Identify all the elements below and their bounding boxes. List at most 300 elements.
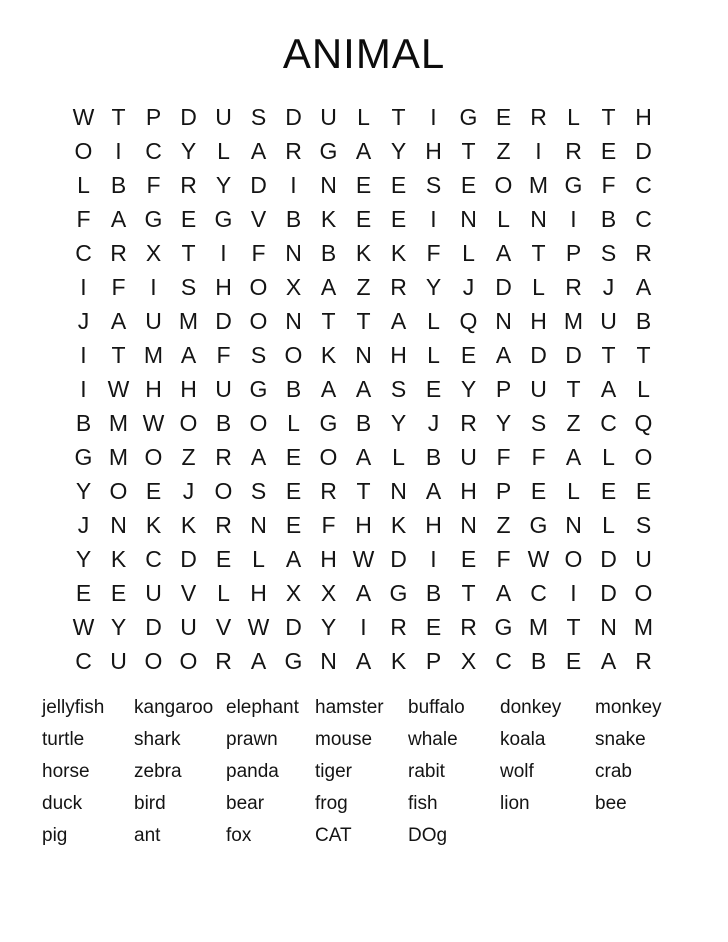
grid-letter[interactable]: L [392, 443, 405, 470]
grid-letter[interactable]: K [390, 511, 407, 538]
grid-letter[interactable]: N [495, 307, 512, 334]
grid-letter[interactable]: H [425, 511, 442, 538]
grid-letter[interactable]: P [495, 375, 512, 402]
grid-letter[interactable]: A [425, 477, 442, 504]
grid-letter[interactable]: L [217, 579, 230, 606]
grid-letter[interactable]: A [355, 647, 372, 674]
grid-letter[interactable]: L [497, 205, 510, 232]
grid-letter[interactable]: W [72, 103, 95, 130]
grid-letter[interactable]: L [532, 273, 545, 300]
grid-letter[interactable]: T [461, 579, 476, 606]
grid-letter[interactable]: E [285, 477, 302, 504]
grid-letter[interactable]: I [570, 579, 577, 606]
grid-letter[interactable]: F [601, 171, 616, 198]
grid-letter[interactable]: H [215, 273, 232, 300]
grid-letter[interactable]: E [425, 613, 442, 640]
grid-letter[interactable]: M [143, 341, 164, 368]
grid-letter[interactable]: D [180, 545, 197, 572]
grid-letter[interactable]: W [72, 613, 95, 640]
grid-letter[interactable]: A [495, 239, 512, 266]
grid-letter[interactable]: A [250, 137, 267, 164]
grid-letter[interactable]: E [565, 647, 582, 674]
grid-letter[interactable]: I [80, 273, 87, 300]
grid-letter[interactable]: S [425, 171, 442, 198]
grid-letter[interactable]: C [145, 545, 162, 572]
grid-letter[interactable]: X [460, 647, 477, 674]
grid-letter[interactable]: E [600, 477, 617, 504]
grid-letter[interactable]: A [355, 137, 372, 164]
grid-letter[interactable]: B [635, 307, 652, 334]
grid-letter[interactable]: D [285, 103, 302, 130]
grid-letter[interactable]: F [496, 443, 511, 470]
grid-letter[interactable]: N [320, 647, 337, 674]
grid-letter[interactable]: W [527, 545, 550, 572]
grid-letter[interactable]: I [430, 545, 437, 572]
grid-letter[interactable]: V [215, 613, 232, 640]
grid-letter[interactable]: B [425, 579, 442, 606]
grid-letter[interactable]: N [250, 511, 267, 538]
grid-letter[interactable]: E [460, 341, 477, 368]
grid-letter[interactable]: E [460, 545, 477, 572]
grid-letter[interactable]: B [530, 647, 547, 674]
grid-letter[interactable]: W [352, 545, 375, 572]
grid-letter[interactable]: N [320, 171, 337, 198]
grid-letter[interactable]: P [425, 647, 442, 674]
grid-letter[interactable]: I [80, 341, 87, 368]
word-list-item: jellyfish [42, 697, 105, 718]
grid-letter[interactable]: L [357, 103, 370, 130]
grid-letter[interactable]: R [390, 613, 407, 640]
grid-letter[interactable]: E [460, 171, 477, 198]
grid-letter[interactable]: V [180, 579, 197, 606]
grid-letter[interactable]: U [320, 103, 337, 130]
grid-letter[interactable]: D [495, 273, 512, 300]
grid-letter[interactable]: D [530, 341, 547, 368]
grid-letter[interactable]: D [600, 545, 617, 572]
grid-letter[interactable]: S [530, 409, 547, 436]
grid-letter[interactable]: B [215, 409, 232, 436]
grid-letter[interactable]: W [107, 375, 130, 402]
grid-letter[interactable]: J [462, 273, 475, 300]
grid-letter[interactable]: A [495, 579, 512, 606]
grid-letter[interactable]: E [110, 579, 127, 606]
grid-letter[interactable]: D [285, 613, 302, 640]
grid-letter[interactable]: U [110, 647, 127, 674]
grid-letter[interactable]: Y [495, 409, 512, 436]
grid-letter[interactable]: R [110, 239, 127, 266]
grid-letter[interactable]: V [250, 205, 267, 232]
grid-letter[interactable]: J [77, 307, 90, 334]
grid-letter[interactable]: M [563, 307, 584, 334]
grid-letter[interactable]: F [76, 205, 91, 232]
grid-letter[interactable]: M [178, 307, 199, 334]
grid-letter[interactable]: T [356, 307, 371, 334]
grid-letter[interactable]: Z [356, 273, 371, 300]
grid-letter[interactable]: H [355, 511, 372, 538]
grid-letter[interactable]: G [389, 579, 408, 606]
grid-letter[interactable]: O [249, 307, 268, 334]
grid-letter[interactable]: D [180, 103, 197, 130]
grid-letter[interactable]: R [390, 273, 407, 300]
grid-letter[interactable]: M [108, 443, 129, 470]
grid-letter[interactable]: P [145, 103, 162, 130]
grid-letter[interactable]: B [355, 409, 372, 436]
grid-letter[interactable]: L [252, 545, 265, 572]
grid-letter[interactable]: R [285, 137, 302, 164]
grid-letter[interactable]: G [494, 613, 513, 640]
grid-letter[interactable]: D [145, 613, 162, 640]
grid-letter[interactable]: U [180, 613, 197, 640]
grid-letter[interactable]: F [531, 443, 546, 470]
grid-letter[interactable]: R [530, 103, 547, 130]
grid-letter[interactable]: E [145, 477, 162, 504]
grid-letter[interactable]: C [635, 205, 652, 232]
grid-letter[interactable]: R [180, 171, 197, 198]
grid-letter[interactable]: H [180, 375, 197, 402]
grid-letter[interactable]: Y [215, 171, 232, 198]
grid-letter[interactable]: O [284, 341, 303, 368]
grid-letter[interactable]: E [600, 137, 617, 164]
grid-letter[interactable]: F [251, 239, 266, 266]
grid-letter[interactable]: I [430, 205, 437, 232]
grid-letter[interactable]: M [528, 613, 549, 640]
grid-letter[interactable]: H [320, 545, 337, 572]
grid-letter[interactable]: L [287, 409, 300, 436]
grid-letter[interactable]: I [220, 239, 227, 266]
grid-letter[interactable]: B [425, 443, 442, 470]
grid-letter[interactable]: U [215, 103, 232, 130]
grid-letter[interactable]: O [179, 647, 198, 674]
grid-letter[interactable]: U [600, 307, 617, 334]
grid-letter[interactable]: N [565, 511, 582, 538]
grid-letter[interactable]: Z [181, 443, 196, 470]
grid-letter[interactable]: O [74, 137, 93, 164]
grid-letter[interactable]: H [250, 579, 267, 606]
grid-letter[interactable]: N [530, 205, 547, 232]
grid-letter[interactable]: Y [460, 375, 477, 402]
grid-letter[interactable]: D [215, 307, 232, 334]
grid-letter[interactable]: K [145, 511, 162, 538]
grid-letter[interactable]: G [144, 205, 163, 232]
grid-letter[interactable]: S [600, 239, 617, 266]
grid-letter[interactable]: A [565, 443, 582, 470]
grid-letter[interactable]: D [565, 341, 582, 368]
grid-letter[interactable]: T [531, 239, 546, 266]
grid-letter[interactable]: F [216, 341, 231, 368]
grid-letter[interactable]: O [144, 443, 163, 470]
grid-letter[interactable]: O [179, 409, 198, 436]
grid-letter[interactable]: I [150, 273, 157, 300]
grid-letter[interactable]: M [528, 171, 549, 198]
word-list-item: ant [134, 825, 161, 846]
grid-letter[interactable]: L [602, 511, 615, 538]
grid-letter[interactable]: I [115, 137, 122, 164]
grid-letter[interactable]: E [495, 103, 512, 130]
word-list-item: crab [595, 761, 632, 782]
grid-letter[interactable]: E [390, 171, 407, 198]
grid-letter[interactable]: B [110, 171, 127, 198]
grid-letter[interactable]: A [285, 545, 302, 572]
grid-letter[interactable]: L [77, 171, 90, 198]
grid-letter[interactable]: J [427, 409, 440, 436]
grid-letter[interactable]: T [566, 375, 581, 402]
grid-letter[interactable]: T [111, 103, 126, 130]
grid-letter[interactable]: J [77, 511, 90, 538]
grid-letter[interactable]: T [461, 137, 476, 164]
grid-letter[interactable]: I [430, 103, 437, 130]
word-list-item: bear [226, 793, 265, 814]
grid-letter[interactable]: A [110, 205, 127, 232]
grid-letter[interactable]: H [145, 375, 162, 402]
grid-letter[interactable]: E [425, 375, 442, 402]
grid-letter[interactable]: X [320, 579, 337, 606]
grid-letter[interactable]: C [75, 647, 92, 674]
grid-letter[interactable]: A [600, 647, 617, 674]
word-list-item: panda [226, 761, 279, 782]
grid-letter[interactable]: T [356, 477, 371, 504]
grid-letter[interactable]: K [110, 545, 127, 572]
grid-letter[interactable]: A [110, 307, 127, 334]
grid-letter[interactable]: I [290, 171, 297, 198]
grid-letter[interactable]: C [495, 647, 512, 674]
grid-letter[interactable]: Y [180, 137, 197, 164]
grid-letter[interactable]: K [320, 205, 337, 232]
grid-letter[interactable]: A [355, 579, 372, 606]
grid-letter[interactable]: R [565, 273, 582, 300]
grid-letter[interactable]: R [460, 613, 477, 640]
grid-letter[interactable]: G [459, 103, 478, 130]
word-list-item: tiger [315, 761, 352, 782]
grid-letter[interactable]: G [319, 409, 338, 436]
grid-letter[interactable]: S [390, 375, 407, 402]
grid-letter[interactable]: G [74, 443, 93, 470]
grid-letter[interactable]: R [215, 647, 232, 674]
grid-letter[interactable]: T [391, 103, 406, 130]
grid-letter[interactable]: E [285, 511, 302, 538]
grid-letter[interactable]: E [180, 205, 197, 232]
grid-letter[interactable]: R [215, 511, 232, 538]
grid-letter[interactable]: B [285, 375, 302, 402]
grid-letter[interactable]: I [80, 375, 87, 402]
grid-letter[interactable]: B [600, 205, 617, 232]
grid-letter[interactable]: I [360, 613, 367, 640]
grid-letter[interactable]: E [285, 443, 302, 470]
grid-letter[interactable]: A [600, 375, 617, 402]
grid-letter[interactable]: L [462, 239, 475, 266]
grid-letter[interactable]: I [535, 137, 542, 164]
grid-letter[interactable]: S [180, 273, 197, 300]
grid-letter[interactable]: S [250, 103, 267, 130]
grid-letter[interactable]: A [355, 375, 372, 402]
word-list-item: mouse [315, 729, 373, 750]
grid-letter[interactable]: T [566, 613, 581, 640]
grid-letter[interactable]: Q [459, 307, 478, 334]
grid-letter[interactable]: A [320, 273, 337, 300]
grid-letter[interactable]: O [214, 477, 233, 504]
grid-letter[interactable]: C [145, 137, 162, 164]
grid-letter[interactable]: O [249, 409, 268, 436]
word-list-item: CAT [315, 825, 352, 846]
grid-letter[interactable]: C [75, 239, 92, 266]
grid-letter[interactable]: Z [496, 137, 511, 164]
grid-letter[interactable]: L [427, 307, 440, 334]
grid-letter[interactable]: F [111, 273, 126, 300]
grid-letter[interactable]: S [250, 477, 267, 504]
grid-letter[interactable]: K [320, 341, 337, 368]
grid-letter[interactable]: T [601, 103, 616, 130]
grid-letter[interactable]: E [215, 545, 232, 572]
grid-letter[interactable]: O [494, 171, 513, 198]
grid-letter[interactable]: M [108, 409, 129, 436]
grid-letter[interactable]: R [460, 409, 477, 436]
grid-letter[interactable]: Y [320, 613, 337, 640]
grid-letter[interactable]: K [390, 647, 407, 674]
grid-letter[interactable]: L [217, 137, 230, 164]
grid-letter[interactable]: R [635, 239, 652, 266]
grid-letter[interactable]: Z [566, 409, 581, 436]
grid-letter[interactable]: R [565, 137, 582, 164]
grid-letter[interactable]: A [250, 443, 267, 470]
grid-letter[interactable]: U [635, 545, 652, 572]
grid-letter[interactable]: Z [496, 511, 511, 538]
grid-letter[interactable]: G [249, 375, 268, 402]
word-list-item: lion [500, 793, 530, 814]
grid-letter[interactable]: R [215, 443, 232, 470]
grid-letter[interactable]: U [530, 375, 547, 402]
grid-letter[interactable]: X [285, 579, 302, 606]
grid-letter[interactable]: E [355, 171, 372, 198]
grid-letter[interactable]: Y [425, 273, 442, 300]
grid-letter[interactable]: O [564, 545, 583, 572]
grid-letter[interactable]: L [567, 103, 580, 130]
grid-letter[interactable]: M [633, 613, 654, 640]
grid-letter[interactable]: H [460, 477, 477, 504]
grid-letter[interactable]: C [530, 579, 547, 606]
grid-letter[interactable]: C [600, 409, 617, 436]
grid-letter[interactable]: Y [75, 477, 92, 504]
grid-letter[interactable]: D [390, 545, 407, 572]
grid-letter[interactable]: O [634, 443, 653, 470]
grid-letter[interactable]: D [635, 137, 652, 164]
grid-letter[interactable]: F [426, 239, 441, 266]
grid-letter[interactable]: T [321, 307, 336, 334]
grid-letter[interactable]: G [214, 205, 233, 232]
grid-letter[interactable]: A [180, 341, 197, 368]
grid-letter[interactable]: L [567, 477, 580, 504]
grid-letter[interactable]: C [635, 171, 652, 198]
grid-letter[interactable]: X [145, 239, 162, 266]
grid-letter[interactable]: W [142, 409, 165, 436]
grid-letter[interactable]: H [390, 341, 407, 368]
grid-letter[interactable]: G [284, 647, 303, 674]
grid-letter[interactable]: T [111, 341, 126, 368]
grid-letter[interactable]: E [635, 477, 652, 504]
grid-letter[interactable]: A [495, 341, 512, 368]
grid-letter[interactable]: P [495, 477, 512, 504]
grid-letter[interactable]: K [180, 511, 197, 538]
grid-letter[interactable]: T [636, 341, 651, 368]
grid-letter[interactable]: O [144, 647, 163, 674]
grid-letter[interactable]: G [319, 137, 338, 164]
grid-letter[interactable]: A [250, 647, 267, 674]
grid-letter[interactable]: I [570, 205, 577, 232]
grid-letter[interactable]: O [109, 477, 128, 504]
grid-letter[interactable]: R [320, 477, 337, 504]
grid-letter[interactable]: W [247, 613, 270, 640]
grid-letter[interactable]: K [355, 239, 372, 266]
grid-letter[interactable]: U [460, 443, 477, 470]
grid-letter[interactable]: T [601, 341, 616, 368]
grid-letter[interactable]: S [250, 341, 267, 368]
grid-letter[interactable]: U [145, 307, 162, 334]
grid-letter[interactable]: S [635, 511, 652, 538]
grid-letter[interactable]: E [75, 579, 92, 606]
grid-letter[interactable]: F [321, 511, 336, 538]
grid-letter[interactable]: G [529, 511, 548, 538]
grid-letter[interactable]: O [319, 443, 338, 470]
grid-letter[interactable]: Y [390, 137, 407, 164]
grid-letter[interactable]: K [390, 239, 407, 266]
grid-letter[interactable]: O [634, 579, 653, 606]
grid-letter[interactable]: L [637, 375, 650, 402]
grid-letter[interactable]: J [182, 477, 195, 504]
grid-letter[interactable]: A [355, 443, 372, 470]
grid-letter[interactable]: F [496, 545, 511, 572]
grid-letter[interactable]: U [145, 579, 162, 606]
grid-letter[interactable]: E [355, 205, 372, 232]
grid-letter[interactable]: N [285, 307, 302, 334]
grid-letter[interactable]: O [249, 273, 268, 300]
word-list-row [42, 692, 702, 724]
grid-letter[interactable]: A [635, 273, 652, 300]
grid-letter[interactable]: N [600, 613, 617, 640]
letter-grid [66, 100, 661, 678]
grid-letter[interactable]: N [390, 477, 407, 504]
grid-letter[interactable]: L [427, 341, 440, 368]
grid-letter[interactable]: A [390, 307, 407, 334]
grid-letter[interactable]: E [530, 477, 547, 504]
grid-letter[interactable]: J [602, 273, 615, 300]
grid-letter[interactable]: Y [110, 613, 127, 640]
grid-letter[interactable]: H [635, 103, 652, 130]
grid-letter[interactable]: Y [75, 545, 92, 572]
grid-letter[interactable]: L [602, 443, 615, 470]
grid-letter[interactable]: R [635, 647, 652, 674]
grid-letter[interactable]: U [215, 375, 232, 402]
grid-letter[interactable]: T [181, 239, 196, 266]
grid-letter[interactable]: F [146, 171, 161, 198]
grid-letter[interactable]: N [285, 239, 302, 266]
grid-letter[interactable]: D [250, 171, 267, 198]
grid-letter[interactable]: B [320, 239, 337, 266]
grid-letter[interactable]: N [460, 205, 477, 232]
grid-letter[interactable]: E [390, 205, 407, 232]
grid-letter[interactable]: B [75, 409, 92, 436]
grid-letter[interactable]: N [460, 511, 477, 538]
grid-letter[interactable]: N [110, 511, 127, 538]
grid-letter[interactable]: Q [634, 409, 653, 436]
grid-letter[interactable]: H [530, 307, 547, 334]
grid-letter[interactable]: B [285, 205, 302, 232]
grid-letter[interactable]: X [285, 273, 302, 300]
grid-letter[interactable]: D [600, 579, 617, 606]
grid-letter[interactable]: N [355, 341, 372, 368]
grid-letter[interactable]: P [565, 239, 582, 266]
grid-letter[interactable]: H [425, 137, 442, 164]
grid-letter[interactable]: Y [390, 409, 407, 436]
grid-letter[interactable]: G [564, 171, 583, 198]
grid-letter[interactable]: A [320, 375, 337, 402]
